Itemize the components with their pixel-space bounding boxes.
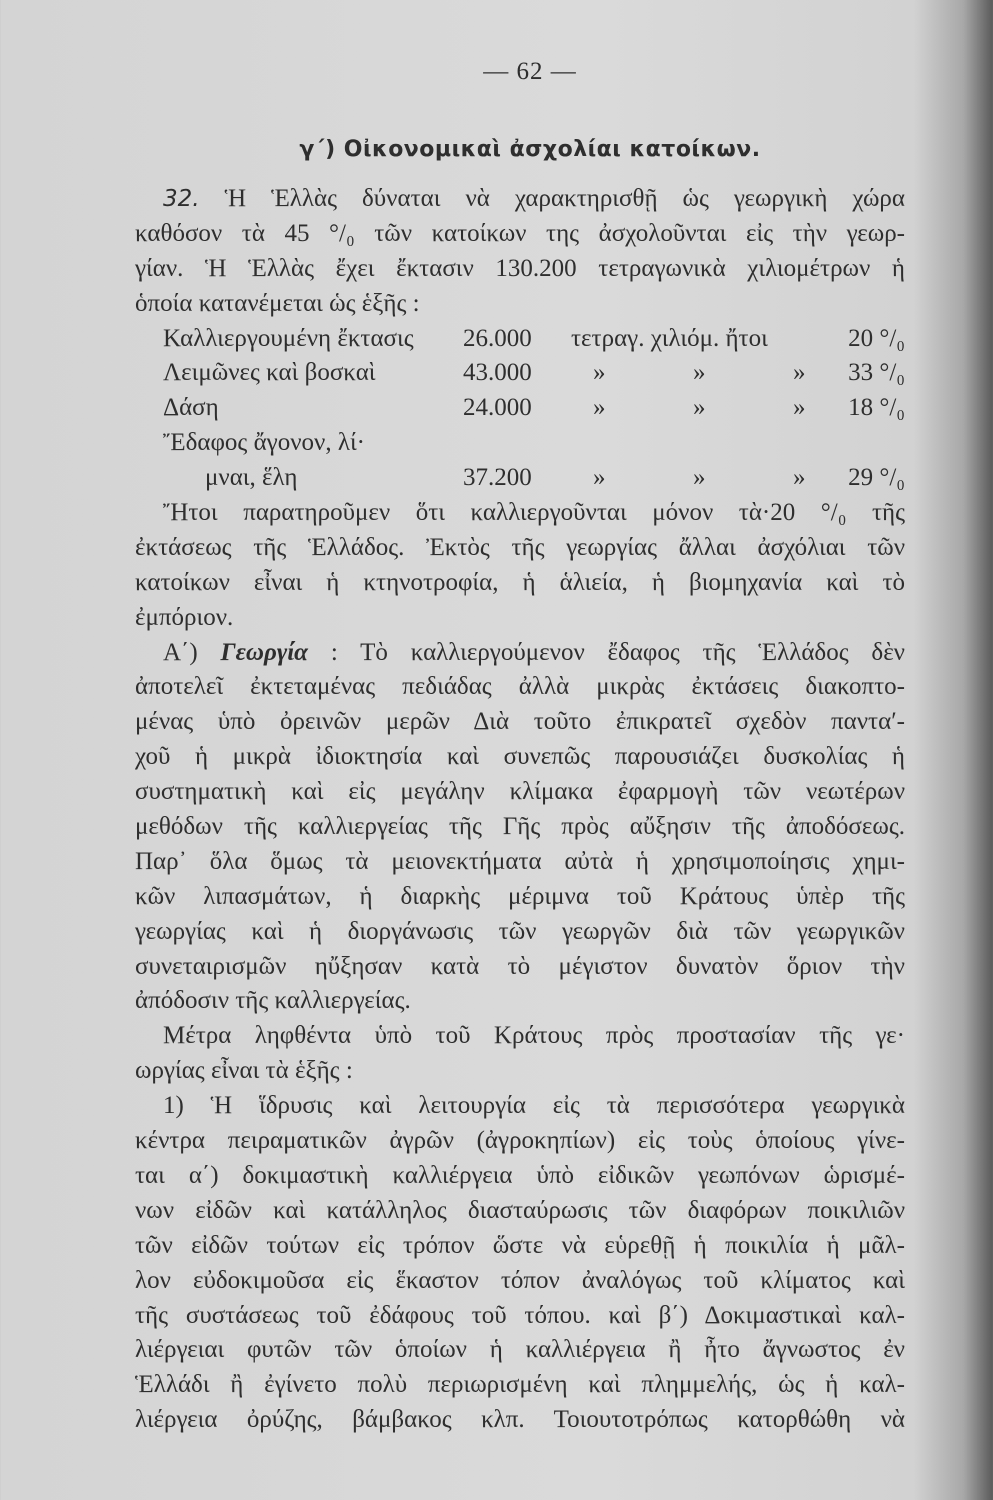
text-line	[135, 1159, 905, 1194]
text-span: κῶν λιπασμάτων, ἡ διαρκὴς μέριμνα τοῦ Κράτους ὑπὲρ τῆς	[135, 882, 905, 910]
table-row	[135, 322, 905, 357]
text-span: ἐκτάσεως τῆς Ἑλλάδος. Ἐκτὸς τῆς γεωργίας ἄλλαι ἀσχόλιαι τῶν	[135, 533, 905, 561]
text-line	[135, 531, 905, 566]
row-area: 26.000	[463, 324, 532, 352]
text-line	[135, 636, 905, 671]
section-heading: γ΄) Οἰκονομικαὶ ἀσχολίαι κατοίκων.	[299, 137, 761, 162]
text-line	[135, 1229, 905, 1264]
text-line	[135, 252, 905, 287]
text-span: κέντρα πειραματικῶν ἀγρῶν (ἀγροκηπίων) εἰς τοὺς ὁποίους γίνε-	[135, 1127, 905, 1155]
text-span: ται α΄) δοκιμαστικὴ καλλιέργεια ὑπὸ εἰδικῶν γεωπόνων ὡρισμέ-	[135, 1161, 905, 1189]
text-line	[135, 1368, 905, 1403]
body-text	[135, 182, 905, 1438]
table-row	[135, 391, 905, 426]
text-span: λιέργεια ὀρύζης, βάμβακος κλπ. Τοιουτοτρόπως κατορθώθη νὰ	[135, 1406, 905, 1434]
text-line	[135, 775, 905, 810]
text-line	[135, 566, 905, 601]
text-span: λιέργειαι φυτῶν τῶν ὁποίων ἡ καλλιέργεια ἢ ἦτο ἄγνωστος ἐν	[135, 1336, 905, 1364]
text-line	[135, 880, 905, 915]
row-label: Λειμῶνες καὶ βοσκαὶ	[163, 359, 376, 387]
page-number: — 62 —	[483, 58, 577, 85]
text-line	[135, 740, 905, 775]
text-line	[135, 705, 905, 740]
row-area: 24.000	[463, 394, 532, 422]
text-span: Ἑλλάδι ἢ ἐγίνετο πολὺ περιωρισμένη καὶ πλημμελής, ὡς ἡ καλ-	[135, 1371, 905, 1399]
row-percent: 18 °/₀	[848, 394, 905, 422]
ditto-mark: »	[593, 394, 606, 422]
text-span: συνεταιρισμῶν ηὔξησαν κατὰ τὸ μέγιστον δυνατὸν ὅριον τὴν	[135, 952, 905, 980]
text-span: ἀπόδοσιν τῆς καλλιεργείας.	[135, 987, 411, 1015]
row-percent: 20 °/₀	[848, 324, 905, 352]
text-line	[135, 1333, 905, 1368]
text-line	[135, 1264, 905, 1299]
text-line	[135, 810, 905, 845]
text-span: Ἤτοι παρατηροῦμεν ὅτι καλλιεργοῦνται μόνον τὰ·20 °/₀ τῆς	[163, 499, 905, 527]
text-span: συστηματικὴ καὶ εἰς μεγάλην κλίμακα ἐφαρμογὴ τῶν νεωτέρων	[135, 778, 905, 806]
text-span: 1) Ἡ ἵδρυσις καὶ λειτουργία εἰς τὰ περισσότερα γεωργικὰ	[163, 1092, 905, 1120]
row-label: μναι, ἕλη	[205, 464, 298, 492]
ditto-mark: »	[793, 394, 806, 422]
row-area: 37.200	[463, 464, 532, 492]
text-span: ωργίας εἶναι τὰ ἑξῆς :	[135, 1057, 353, 1085]
ditto-mark: »	[793, 359, 806, 387]
text-line	[135, 217, 905, 252]
ditto-mark: »	[593, 464, 606, 492]
text-span: Παρ᾽ ὅλα ὅμως τὰ μειονεκτήματα αὐτὰ ἡ χρησιμοποίησις χημι-	[135, 847, 905, 875]
row-label: Ἔδαφος ἄγονον, λί·	[163, 429, 365, 457]
text-span: : Τὸ καλλιεργούμενον ἔδαφος τῆς Ἑλλάδος δὲν	[308, 638, 905, 666]
text-span: γεωργίας καὶ ἡ διοργάνωσις τῶν γεωργῶν διὰ τῶν γεωργικῶν	[135, 917, 905, 945]
text-line	[135, 845, 905, 880]
text-span: ὁποία κατανέμεται ὡς ἑξῆς :	[135, 289, 420, 317]
text-line	[135, 1194, 905, 1229]
text-line	[135, 601, 905, 636]
text-line	[135, 182, 905, 217]
text-span: νων εἰδῶν καὶ κατάλληλος διασταύρωσις τῶν διαφόρων ποικιλιῶν	[135, 1196, 905, 1224]
table-row	[135, 426, 905, 461]
ditto-mark: »	[693, 464, 706, 492]
text-line	[135, 1054, 905, 1089]
text-span: κατοίκων εἶναι ἡ κτηνοτροφία, ἡ ἁλιεία, ἡ βιομηχανία καὶ τὸ	[135, 568, 905, 596]
text-span: Μέτρα ληφθέντα ὑπὸ τοῦ Κράτους πρὸς προστασίαν τῆς γε·	[163, 1022, 905, 1050]
text-line	[135, 670, 905, 705]
text-line	[135, 984, 905, 1019]
emphasis-term: Γεωργία	[220, 638, 309, 666]
text-span: μεθόδων τῆς καλλιεργείας τῆς Γῆς πρὸς αὔξησιν τῆς ἀποδόσεως.	[135, 813, 905, 841]
ditto-mark: »	[693, 394, 706, 422]
paragraph-number: 32.	[163, 186, 200, 212]
ditto-mark: »	[693, 359, 706, 387]
ditto-mark: »	[593, 359, 606, 387]
text-line	[135, 287, 905, 322]
text-span: ἐμπόριον.	[135, 603, 234, 631]
text-span: τῶν εἰδῶν τούτων εἰς τρόπον ὥστε νὰ εὑρεθῇ ἡ ποικιλία ἡ μᾶλ-	[135, 1231, 905, 1259]
row-percent: 33 °/₀	[848, 359, 905, 387]
text-line	[135, 1124, 905, 1159]
text-span: τῆς συστάσεως τοῦ ἐδάφους τοῦ τόπου. καὶ β΄) Δοκιμαστικαὶ καλ-	[135, 1301, 905, 1329]
text-line	[135, 950, 905, 985]
row-label: Καλλιεργουμένη ἔκτασις	[163, 324, 414, 352]
text-line	[135, 1019, 905, 1054]
text-line	[135, 496, 905, 531]
table-row	[135, 356, 905, 391]
text-span: Ἡ Ἑλλὰς δύναται νὰ χαρακτηρισθῇ ὡς γεωργικὴ χώρα	[199, 185, 905, 212]
text-line	[135, 915, 905, 950]
row-label: Δάση	[163, 394, 219, 422]
text-span: γίαν. Ἡ Ἑλλὰς ἔχει ἔκτασιν 130.200 τετραγωνικὰ χιλιομέτρων ἡ	[135, 254, 905, 282]
row-percent: 29 °/₀	[848, 464, 905, 492]
row-unit: τετραγ. χιλιόμ. ἤτοι	[571, 324, 768, 352]
text-span: καθόσον τὰ 45 °/₀ τῶν κατοίκων της ἀσχολοῦνται εἰς τὴν γεωρ-	[135, 219, 905, 247]
text-span: μένας ὑπὸ ὀρεινῶν μερῶν Διὰ τοῦτο ἐπικρατεῖ σχεδὸν πανταʹ-	[135, 708, 905, 736]
table-row	[135, 461, 905, 496]
text-line	[135, 1299, 905, 1334]
text-span: λον εὐδοκιμοῦσα εἰς ἕκαστον τόπον ἀναλόγως τοῦ κλίματος καὶ	[135, 1266, 905, 1294]
text-span: Α΄)	[163, 638, 221, 666]
text-span: ἀποτελεῖ ἐκτεταμένας πεδιάδας ἀλλὰ μικρὰς ἐκτάσεις διακοπτο-	[135, 673, 905, 701]
text-line	[135, 1403, 905, 1438]
text-line	[135, 1089, 905, 1124]
text-span: χοῦ ἡ μικρὰ ἰδιοκτησία καὶ συνεπῶς παρουσιάζει δυσκολίας ἡ	[135, 743, 905, 771]
row-area: 43.000	[463, 359, 532, 387]
ditto-mark: »	[793, 464, 806, 492]
